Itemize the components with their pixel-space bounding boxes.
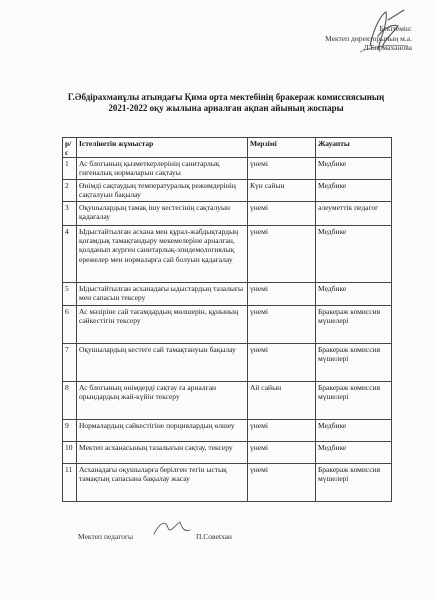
header-term: Мерзімі <box>248 138 316 158</box>
table-row <box>63 420 392 442</box>
row-work: Оқушылардың тамақ ішу кестесінің сақталуын қадағалау <box>77 202 248 226</box>
row-number: 7 <box>63 344 77 382</box>
row-term: үнемі <box>248 306 316 344</box>
row-term: үнемі <box>248 202 316 226</box>
footer-role: Мектеп педагогы <box>78 532 134 541</box>
row-term: үнемі <box>248 283 316 306</box>
row-responsible: Бракераж комиссия мүшелері <box>316 306 392 344</box>
row-term: үнемі <box>248 158 316 180</box>
row-work: Ыдыстайтылған асханадағы ыдыстардың тазалығы мен сапасын тексеру <box>77 283 248 306</box>
header-work: Істелінетін жұмыстар <box>77 138 248 158</box>
approval-position: Мектеп директорының м.а. <box>325 33 412 43</box>
table-row <box>63 382 392 420</box>
row-work: Ыдыстайтылған асхана мен құрал-жабдықтардың қоғамдық тамақтандыру мекемелеріне арналған, қолданып жүрген санитарлық-эпидемологиялық ережелер мен нормаларға сай болуын қадағалау <box>77 226 248 283</box>
row-work: Асханадағы оқушыларға берілген тегін ыстық тамақтың сапасына бақылау жасау <box>77 464 248 502</box>
plan-table <box>62 137 392 502</box>
row-responsible: Медбике <box>316 226 392 283</box>
row-responsible: Бракераж комиссия мүшелері <box>316 382 392 420</box>
document-title: Г.Әбдірахманұлы атындағы Қима орта мектебінің бракераж комиссиясының 2021-2022 оқу жылына арналған ақпан айының жоспары <box>67 92 385 113</box>
table-row <box>63 202 392 226</box>
row-number: 10 <box>63 442 77 464</box>
table-row <box>63 158 392 180</box>
row-responsible: Медбике <box>316 442 392 464</box>
row-work: Ас блогының өнімдерді сақтау ға арналған орындардың жай-күйін тексеру <box>77 382 248 420</box>
table-header-row <box>63 138 392 158</box>
row-term: үнемі <box>248 442 316 464</box>
row-number: 8 <box>63 382 77 420</box>
approval-name: Л.Бирмаханова <box>363 43 412 52</box>
footer-name: П.Совеtхан <box>196 532 232 541</box>
row-work: Ас блогының қызметкерлерінің санитарлық гигеналық нормаларын сақтауы <box>77 158 248 180</box>
row-number: 5 <box>63 283 77 306</box>
header-number: р/с <box>63 138 77 158</box>
row-responsible: Медбике <box>316 158 392 180</box>
row-number: 1 <box>63 158 77 180</box>
row-work: Ас мәзіріне сай тағамдардың мөлшерін, құнының сәйкестігін тексеру <box>77 306 248 344</box>
approval-label: Бекітемін: <box>379 24 412 33</box>
row-work: Мектеп асханасының тазалығын сақтау, тексеру <box>77 442 248 464</box>
row-responsible: Бракераж комиссия мүшелері <box>316 344 392 382</box>
row-work: Нормалардың сәйкестігіне порциялардың өлшеу <box>77 420 248 442</box>
row-responsible: Бракераж комиссия мүшелері <box>316 464 392 502</box>
table-row <box>63 344 392 382</box>
row-number: 3 <box>63 202 77 226</box>
approval-block <box>325 24 412 53</box>
row-number: 6 <box>63 306 77 344</box>
row-number: 11 <box>63 464 77 502</box>
table-row <box>63 306 392 344</box>
row-work: Оқушылардың кестеге сай тамақтануын бақылау <box>77 344 248 382</box>
row-term: үнемі <box>248 464 316 502</box>
table-row <box>63 180 392 202</box>
row-responsible: әлеуметтік педагог <box>316 202 392 226</box>
row-work: Өнімді сақтаудың температуралық режимдерінің сақталуын бақылау <box>77 180 248 202</box>
row-term: үнемі <box>248 420 316 442</box>
row-term: Күн сайын <box>248 180 316 202</box>
teacher-signature <box>150 518 194 540</box>
row-responsible: Медбике <box>316 420 392 442</box>
table-row <box>63 226 392 283</box>
row-number: 4 <box>63 226 77 283</box>
row-responsible: Медбике <box>316 180 392 202</box>
row-number: 9 <box>63 420 77 442</box>
row-term: Ай сайын <box>248 382 316 420</box>
header-responsible: Жауапты <box>316 138 392 158</box>
row-term: үнемі <box>248 226 316 283</box>
table-row <box>63 283 392 306</box>
row-number: 2 <box>63 180 77 202</box>
table-row <box>63 464 392 502</box>
row-responsible: Медбике <box>316 283 392 306</box>
table-row <box>63 442 392 464</box>
row-term: үнемі <box>248 344 316 382</box>
